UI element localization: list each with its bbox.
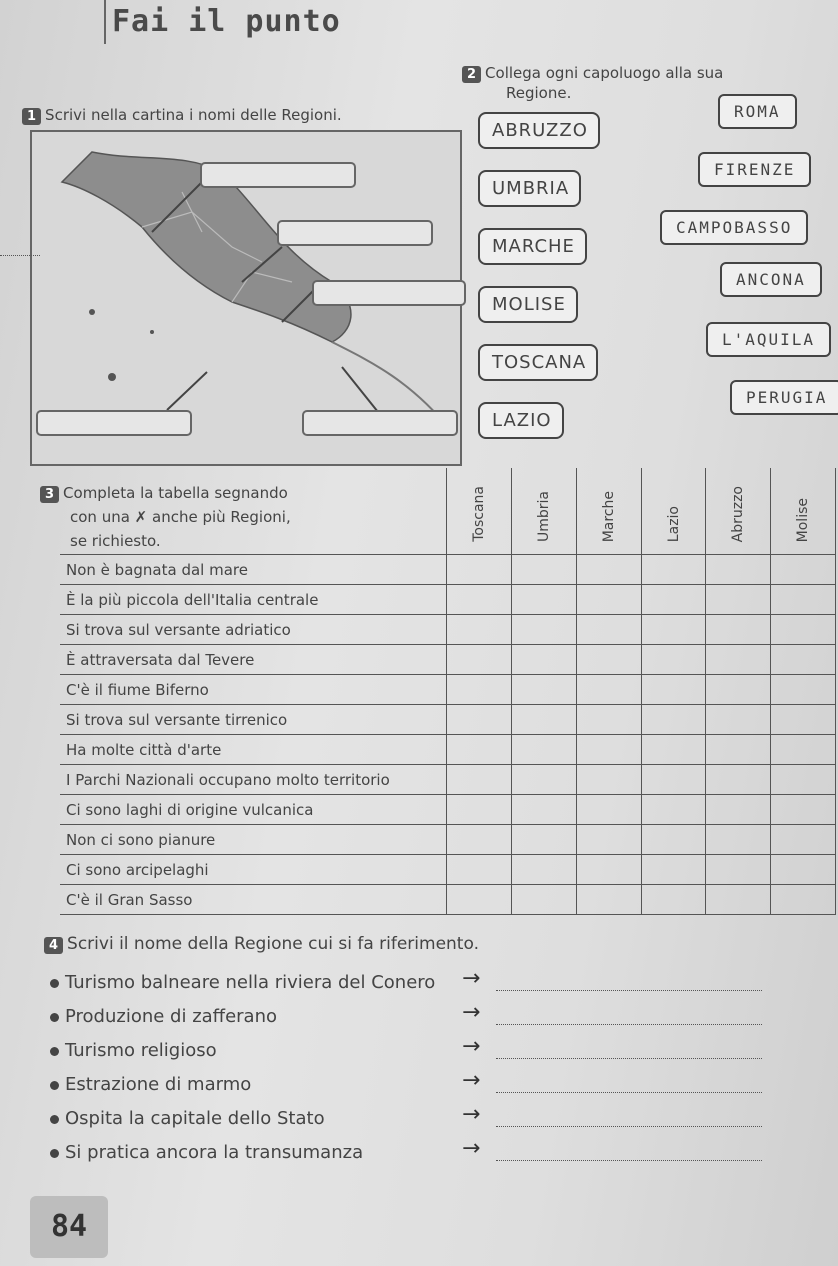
check-cell[interactable] [641,795,706,825]
check-cell[interactable] [706,735,771,765]
check-cell[interactable] [641,765,706,795]
column-header [771,468,836,555]
check-cell[interactable] [576,615,641,645]
check-cell[interactable] [512,705,577,735]
clue-text: Turismo religioso [65,1040,217,1061]
check-cell[interactable] [512,765,577,795]
check-cell[interactable] [447,765,512,795]
check-cell[interactable] [512,645,577,675]
check-cell[interactable] [512,795,577,825]
check-cell[interactable] [771,795,836,825]
column-label: Marche [600,490,617,542]
check-cell[interactable] [641,825,706,855]
bullet-icon [50,1047,59,1056]
check-cell[interactable] [447,795,512,825]
column-label: Molise [795,497,812,542]
row-label: Non è bagnata dal mare [60,555,447,585]
check-cell[interactable] [512,615,577,645]
italy-map [30,130,462,466]
section1-number: 1 [22,108,41,125]
arrow-right-icon: → [462,1102,481,1127]
clue-text: Turismo balneare nella riviera del Conero [65,972,436,993]
section3-instruction-line2: con una ✗ anche più Regioni, [70,508,291,526]
column-header [641,468,706,555]
row-label: Non ci sono pianure [60,825,447,855]
table-row [60,765,836,795]
check-cell[interactable] [576,795,641,825]
check-cell[interactable] [641,615,706,645]
table-row [60,555,836,585]
check-cell[interactable] [576,705,641,735]
check-cell[interactable] [771,585,836,615]
map-answer-line [0,255,40,256]
table-corner [60,468,447,555]
check-cell[interactable] [641,885,706,915]
check-cell[interactable] [576,675,641,705]
section2-heading [462,64,723,83]
check-cell[interactable] [512,735,577,765]
check-cell[interactable] [641,555,706,585]
answer-line[interactable] [496,1126,762,1127]
check-cell[interactable] [576,855,641,885]
column-header [706,468,771,555]
row-label: È attraversata dal Tevere [60,645,447,675]
check-cell[interactable] [771,885,836,915]
check-cell[interactable] [447,645,512,675]
table-row [60,585,836,615]
table-row [60,675,836,705]
title-divider [104,0,106,44]
section1-heading [22,106,342,125]
check-cell[interactable] [512,555,577,585]
check-cell[interactable] [641,585,706,615]
regions-table [60,468,836,915]
answer-line[interactable] [496,990,762,991]
arrow-right-icon: → [462,1136,481,1161]
check-cell[interactable] [641,645,706,675]
section4-instruction: Scrivi il nome della Regione cui si fa riferimento. [67,934,479,954]
table-header-row [60,468,836,555]
page-number: 84 [30,1196,108,1258]
region-item[interactable]: MARCHE [478,228,587,265]
row-label: Si trova sul versante adriatico [60,615,447,645]
check-cell[interactable] [771,825,836,855]
check-cell[interactable] [576,585,641,615]
check-cell[interactable] [641,735,706,765]
check-cell[interactable] [447,885,512,915]
check-cell[interactable] [771,855,836,885]
section1-instruction: Scrivi nella cartina i nomi delle Regioni. [45,106,342,124]
check-cell[interactable] [512,825,577,855]
answer-line[interactable] [496,1058,762,1059]
check-cell[interactable] [576,885,641,915]
row-label: C'è il fiume Biferno [60,675,447,705]
clue-text: Ospita la capitale dello Stato [65,1108,325,1129]
check-cell[interactable] [447,675,512,705]
check-cell[interactable] [447,705,512,735]
bullet-icon [50,1149,59,1158]
clue-item [50,972,435,993]
check-cell[interactable] [706,675,771,705]
map-answer-slot[interactable] [36,410,192,436]
section4-number: 4 [44,937,63,954]
answer-line[interactable] [496,1024,762,1025]
row-label: I Parchi Nazionali occupano molto territorio [60,765,447,795]
check-cell[interactable] [706,765,771,795]
row-label: Ci sono arcipelaghi [60,855,447,885]
table-row [60,615,836,645]
bullet-icon [50,1013,59,1022]
column-header [576,468,641,555]
column-label: Abruzzo [730,485,747,542]
column-header [447,468,512,555]
bullet-icon [50,979,59,988]
clue-text: Estrazione di marmo [65,1074,252,1095]
check-cell[interactable] [576,555,641,585]
check-cell[interactable] [447,555,512,585]
check-cell[interactable] [512,855,577,885]
check-cell[interactable] [706,555,771,585]
check-cell[interactable] [447,585,512,615]
clue-item [50,1006,277,1027]
column-label: Umbria [536,491,553,542]
check-cell[interactable] [771,555,836,585]
check-cell[interactable] [641,705,706,735]
check-cell[interactable] [576,735,641,765]
section2-instruction-line2: Regione. [506,84,572,102]
check-cell[interactable] [706,885,771,915]
table-row [60,735,836,765]
check-cell[interactable] [447,855,512,885]
check-cell[interactable] [641,855,706,885]
table-row [60,885,836,915]
capital-item[interactable]: FIRENZE [698,152,811,187]
check-cell[interactable] [576,825,641,855]
check-cell[interactable] [447,735,512,765]
arrow-right-icon: → [462,1068,481,1093]
check-cell[interactable] [706,615,771,645]
row-label: Si trova sul versante tirrenico [60,705,447,735]
arrow-right-icon: → [462,1034,481,1059]
section2-number: 2 [462,66,481,83]
check-cell[interactable] [512,675,577,705]
clue-item [50,1074,251,1095]
check-cell[interactable] [447,825,512,855]
capital-item[interactable]: ANCONA [720,262,822,297]
clue-text: Si pratica ancora la transumanza [65,1142,364,1163]
capital-item[interactable]: CAMPOBASSO [660,210,808,245]
section3-instruction-line1: Completa la tabella segnando [63,484,288,502]
capital-item[interactable]: ROMA [718,94,797,129]
region-item[interactable]: MOLISE [478,286,578,323]
clue-item [50,1040,217,1061]
map-answer-slot[interactable] [200,162,356,188]
table-row [60,705,836,735]
check-cell[interactable] [706,795,771,825]
table-row [60,855,836,885]
check-cell[interactable] [706,705,771,735]
section4-heading [44,934,479,954]
table-row [60,795,836,825]
check-cell[interactable] [771,705,836,735]
check-cell[interactable] [771,615,836,645]
check-cell[interactable] [641,675,706,705]
region-item[interactable]: UMBRIA [478,170,581,207]
check-cell[interactable] [576,645,641,675]
capital-item[interactable]: L'AQUILA [706,322,831,357]
map-answer-slot[interactable] [277,220,433,246]
row-label: C'è il Gran Sasso [60,885,447,915]
section3-number: 3 [40,486,59,503]
check-cell[interactable] [706,645,771,675]
bullet-icon [50,1081,59,1090]
arrow-right-icon: → [462,966,481,991]
section2-instruction-line1: Collega ogni capoluogo alla sua [485,64,724,82]
map-answer-slot[interactable] [312,280,466,306]
row-label: Ha molte città d'arte [60,735,447,765]
check-cell[interactable] [771,735,836,765]
clue-item [50,1142,363,1163]
check-cell[interactable] [706,855,771,885]
bullet-icon [50,1115,59,1124]
answer-line[interactable] [496,1160,762,1161]
check-cell[interactable] [512,585,577,615]
table-row [60,825,836,855]
column-label: Toscana [471,486,488,542]
clue-item [50,1108,325,1129]
check-cell[interactable] [706,585,771,615]
region-item[interactable]: ABRUZZO [478,112,600,149]
column-header [512,468,577,555]
island [89,309,95,315]
row-label: È la più piccola dell'Italia centrale [60,585,447,615]
arrow-right-icon: → [462,1000,481,1025]
island [150,330,154,334]
check-cell[interactable] [447,615,512,645]
region-item[interactable]: LAZIO [478,402,564,439]
region-item[interactable]: TOSCANA [478,344,598,381]
page-title: Fai il punto [112,4,341,39]
check-cell[interactable] [512,885,577,915]
row-label: Ci sono laghi di origine vulcanica [60,795,447,825]
island [108,373,116,381]
map-answer-slot[interactable] [302,410,458,436]
check-cell[interactable] [771,645,836,675]
check-cell[interactable] [576,765,641,795]
answer-line[interactable] [496,1092,762,1093]
check-cell[interactable] [771,675,836,705]
check-cell[interactable] [706,825,771,855]
check-cell[interactable] [771,765,836,795]
column-label: Lazio [665,505,682,542]
capital-item[interactable]: PERUGIA [730,380,838,415]
table-row [60,645,836,675]
section3-instruction-line3: se richiesto. [70,532,161,550]
clue-text: Produzione di zafferano [65,1006,278,1027]
